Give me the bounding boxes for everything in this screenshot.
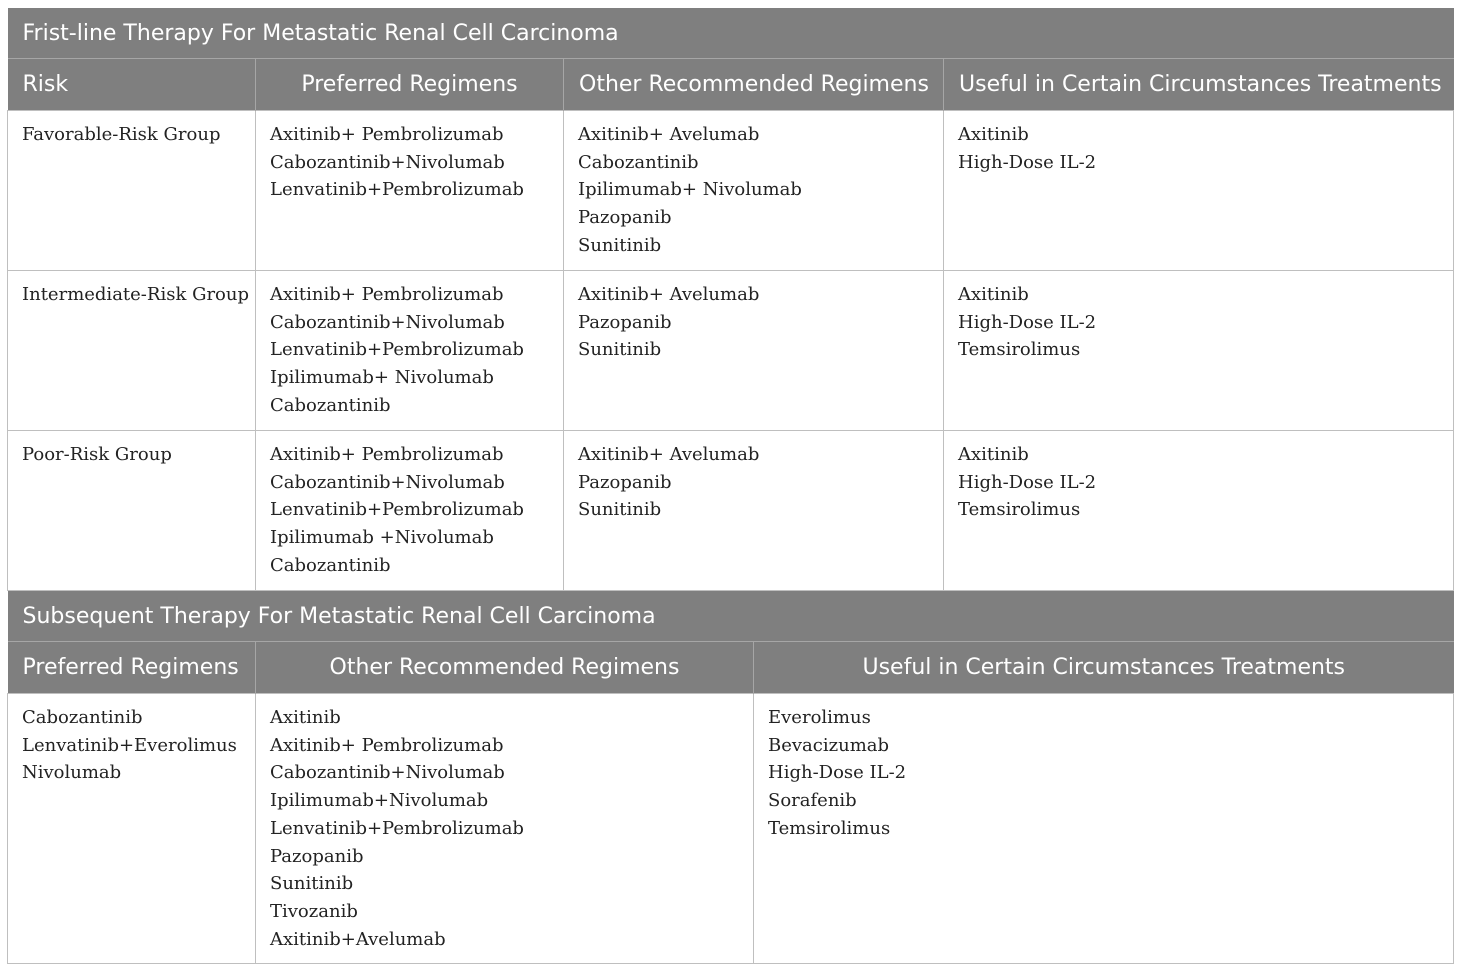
table-row <box>8 271 1454 431</box>
header-other-recommended-regimens: Other Recommended Regimens <box>256 642 754 694</box>
useful-cell: Axitinib High-Dose IL-2 Temsirolimus <box>944 431 1454 591</box>
other-cell: Axitinib Axitinib+ Pembrolizumab Cabozantinib+Nivolumab Ipilimumab+Nivolumab Lenvatinib+Pembrolizumab Pazopanib Sunitinib Tivozanib Axitinib+Avelumab <box>256 694 754 964</box>
preferred-cell: Cabozantinib Lenvatinib+Everolimus Nivolumab <box>8 694 256 964</box>
useful-cell: Everolimus Bevacizumab High-Dose IL-2 Sorafenib Temsirolimus <box>754 694 1454 964</box>
header-risk: Risk <box>8 59 256 111</box>
first-line-title: Frist-line Therapy For Metastatic Renal Cell Carcinoma <box>8 8 1454 59</box>
useful-cell: Axitinib High-Dose IL-2 Temsirolimus <box>944 271 1454 431</box>
preferred-cell: Axitinib+ Pembrolizumab Cabozantinib+Nivolumab Lenvatinib+Pembrolizumab Ipilimumab +Nivolumab Cabozantinib <box>256 431 564 591</box>
header-useful-treatments: Useful in Certain Circumstances Treatments <box>944 59 1454 111</box>
first-line-table <box>7 8 1454 591</box>
other-cell: Axitinib+ Avelumab Cabozantinib Ipilimumab+ Nivolumab Pazopanib Sunitinib <box>564 111 944 271</box>
other-cell: Axitinib+ Avelumab Pazopanib Sunitinib <box>564 431 944 591</box>
header-other-recommended-regimens: Other Recommended Regimens <box>564 59 944 111</box>
other-cell: Axitinib+ Avelumab Pazopanib Sunitinib <box>564 271 944 431</box>
header-preferred-regimens: Preferred Regimens <box>8 642 256 694</box>
subsequent-title: Subsequent Therapy For Metastatic Renal Cell Carcinoma <box>8 591 1454 642</box>
header-useful-treatments: Useful in Certain Circumstances Treatments <box>754 642 1454 694</box>
preferred-cell: Axitinib+ Pembrolizumab Cabozantinib+Nivolumab Lenvatinib+Pembrolizumab Ipilimumab+ Nivolumab Cabozantinib <box>256 271 564 431</box>
useful-cell: Axitinib High-Dose IL-2 <box>944 111 1454 271</box>
table-row <box>8 431 1454 591</box>
risk-cell: Favorable-Risk Group <box>8 111 256 271</box>
table-row <box>8 111 1454 271</box>
risk-cell: Poor-Risk Group <box>8 431 256 591</box>
table-row <box>8 694 1454 964</box>
risk-cell: Intermediate-Risk Group <box>8 271 256 431</box>
preferred-cell: Axitinib+ Pembrolizumab Cabozantinib+Nivolumab Lenvatinib+Pembrolizumab <box>256 111 564 271</box>
subsequent-table <box>7 591 1454 964</box>
therapy-tables <box>7 8 1453 964</box>
header-preferred-regimens: Preferred Regimens <box>256 59 564 111</box>
